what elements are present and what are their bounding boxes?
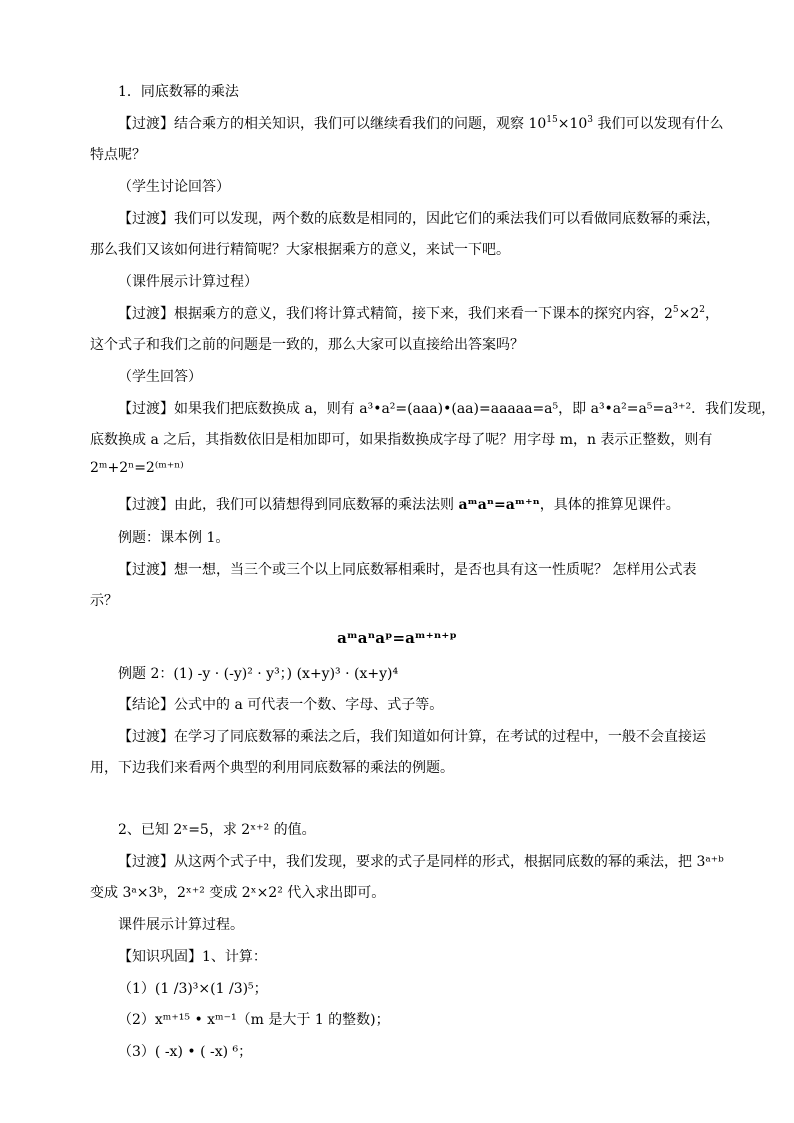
paragraph-text: ，具体的推算见课件。: [539, 497, 680, 513]
paragraph-continuation: 这个式子和我们之前的问题是一致的，那么大家可以直接给出答案吗？: [90, 337, 524, 353]
paragraph-text: 结合乘方的相关知识，我们可以继续看我们的问题，观察 10: [174, 116, 547, 132]
knowledge-consolidation: [118, 947, 738, 967]
paragraph-transition-2: [118, 209, 738, 229]
paragraph-transition-5: [118, 495, 738, 515]
exponent: 15: [546, 115, 558, 125]
example-1: 例题：课本例 1。: [118, 530, 230, 546]
conclusion-tag: 【结论】: [118, 697, 174, 713]
exercise-item-2: （2）xᵐ⁺¹⁵ • xᵐ⁻¹（m 是大于 1 的整数)；: [118, 1012, 390, 1028]
paragraph-text: ，: [705, 306, 720, 322]
transition-tag: 【过渡】: [118, 306, 174, 322]
section-heading-2: 2、已知 2ˣ=5，求 2ˣ⁺² 的值。: [118, 822, 316, 838]
student-answer-note: （学生回答）: [118, 369, 202, 385]
student-discussion-note: （学生讨论回答）: [118, 179, 230, 195]
paragraph-text: 根据乘方的意义，我们将计算式精简，接下来，我们来看一下课本的探究内容，2: [174, 306, 673, 322]
multiplication-rule-formula: aᵐaⁿ=aᵐ⁺ⁿ: [458, 497, 540, 513]
paragraph-continuation: 特点呢？: [90, 147, 146, 163]
section-heading-1: 1．同底数幂的乘法: [118, 84, 239, 100]
exercise-item-3: （3）( -x) • ( -x) ⁶；: [118, 1044, 253, 1060]
paragraph-continuation: 变成 3ᵃ×3ᵇ，2ˣ⁺² 变成 2ˣ×2² 代入求出即可。: [90, 885, 386, 901]
transition-tag: 【过渡】: [118, 562, 174, 578]
paragraph-text: 1、计算：: [202, 949, 267, 965]
paragraph-text: 从这两个式子中，我们发现，要求的式子是同样的形式，根据同底数的幂的乘法，把 3ᵃ⁺ᵇ: [174, 854, 724, 870]
transition-tag: 【过渡】: [118, 497, 174, 513]
paragraph-text: 在学习了同底数幂的乘法之后，我们知道如何计算，在考试的过程中，一般不会直接运: [174, 729, 706, 745]
paragraph-transition-7: [118, 727, 738, 747]
transition-tag: 【过渡】: [118, 211, 174, 227]
paragraph-text: ×2: [678, 306, 700, 322]
courseware-note: 课件展示计算过程。: [118, 917, 244, 933]
paragraph-transition-4: [118, 399, 776, 419]
paragraph-transition-8: [118, 852, 738, 872]
transition-tag: 【过渡】: [118, 729, 174, 745]
paragraph-continuation: 那么我们又该如何进行精简呢？大家根据乘方的意义，来试一下吧。: [90, 242, 510, 258]
paragraph-continuation: 用，下边我们来看两个典型的利用同底数幂的乘法的例题。: [90, 760, 454, 776]
example-2: 例题 2：(1) -y · (-y)² · y³；) (x+y)³ · (x+y)⁴: [118, 666, 399, 682]
exponent: 2: [699, 305, 706, 315]
transition-tag: 【过渡】: [118, 854, 174, 870]
paragraph-text: 由此，我们可以猜想得到同底数幂的乘法法则: [174, 497, 459, 513]
paragraph-text: 想一想，当三个或三个以上同底数幂相乘时，是否也具有这一性质呢？ 怎样用公式表: [174, 562, 697, 578]
paragraph-text: 我们可以发现，两个数的底数是相同的，因此它们的乘法我们可以看做同底数幂的乘法，: [174, 211, 720, 227]
consolidation-tag: 【知识巩固】: [118, 949, 202, 965]
paragraph-text: 我们可以发现有什么: [593, 116, 724, 132]
formula-line: 2ᵐ+2ⁿ=2⁽ᵐ⁺ⁿ⁾: [90, 460, 184, 476]
paragraph-text: 如果我们把底数换成 a，则有 a³•a²=(aaa)•(aa)=aaaaa=a⁵，即 a³•a²=a⁵=a³⁺²．我们发现，: [174, 401, 776, 417]
transition-tag: 【过渡】: [118, 401, 174, 417]
paragraph-conclusion: [118, 695, 738, 715]
exponent: 3: [587, 115, 593, 125]
paragraph-text: 公式中的 a 可代表一个数、字母、式子等。: [174, 697, 444, 713]
centered-formula: aᵐaⁿaᵖ=aᵐ⁺ⁿ⁺ᵖ: [337, 629, 457, 647]
paragraph-transition-3: [118, 304, 738, 324]
courseware-note: （课件展示计算过程）: [118, 274, 258, 290]
paragraph-text: ×10: [557, 116, 588, 132]
transition-tag: 【过渡】: [118, 116, 174, 132]
paragraph-continuation: 底数换成 a 之后，其指数依旧是相加即可，如果指数换成字母了呢？用字母 m，n 表示正整数，则有: [90, 432, 713, 448]
paragraph-continuation: 示？: [90, 593, 118, 609]
paragraph-transition-1: [118, 114, 738, 134]
paragraph-transition-6: [118, 560, 738, 580]
exponent: 5: [672, 305, 679, 315]
exercise-item-1: （1）(1 /3)³×(1 /3)⁵；: [118, 981, 268, 997]
